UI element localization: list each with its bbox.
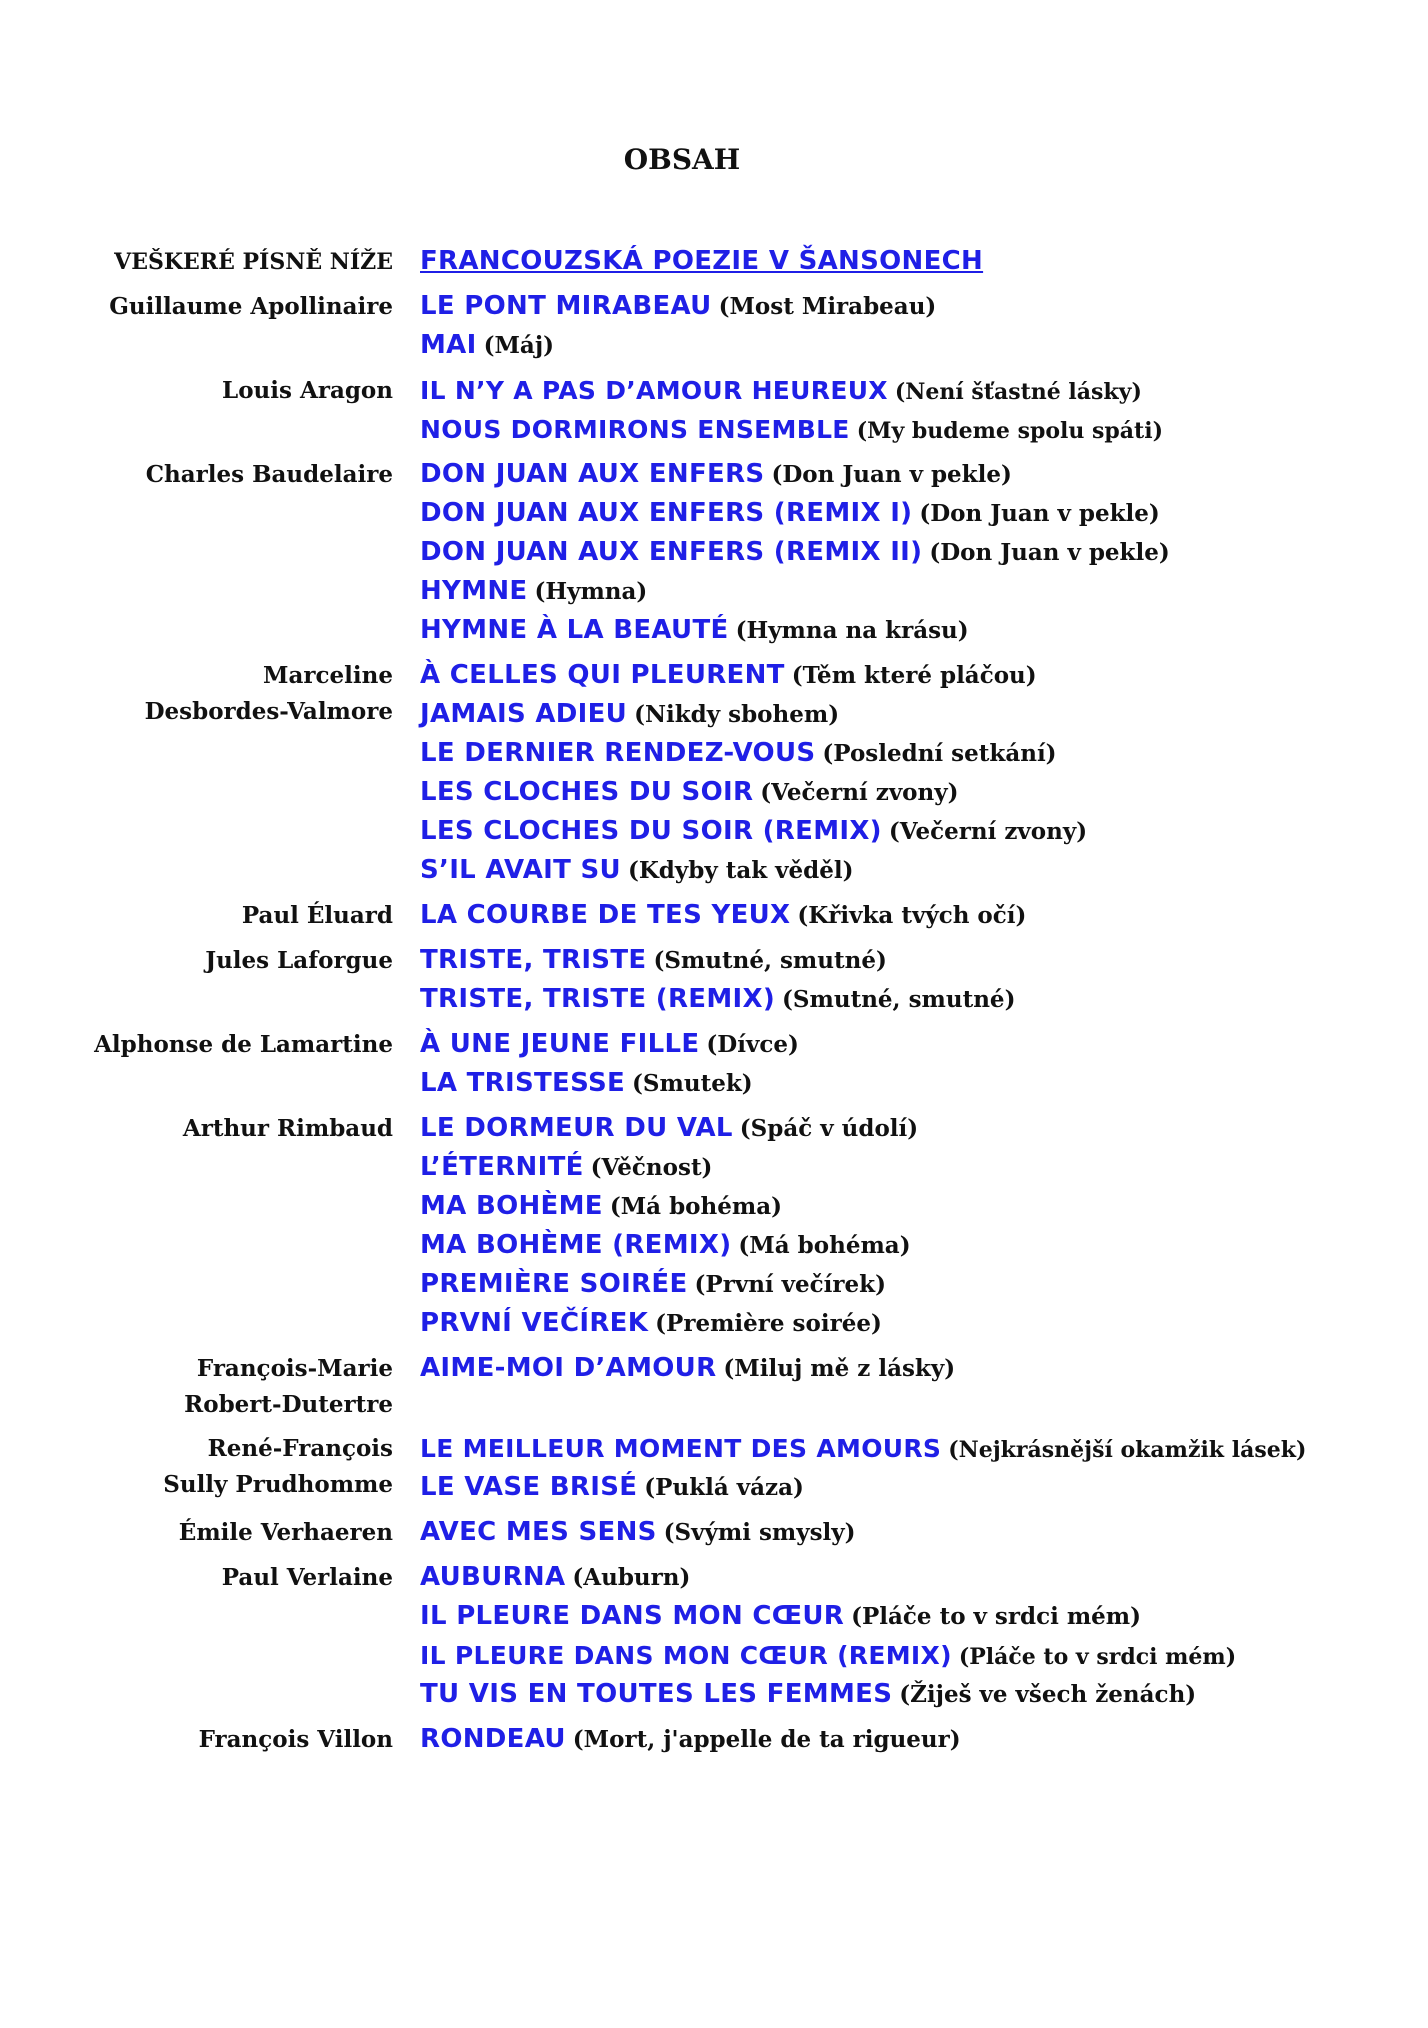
song-entry <box>420 572 1170 611</box>
song-list <box>420 1349 955 1423</box>
song-link[interactable]: RONDEAU <box>420 1724 566 1754</box>
song-link[interactable]: MA BOHÈME (REMIX) <box>420 1230 732 1260</box>
song-entry <box>420 1064 799 1103</box>
song-entry <box>420 1148 918 1187</box>
song-czech-title: (Křivka tvých očí) <box>797 902 1027 929</box>
toc-group <box>0 242 1428 281</box>
author-name: Louis Aragon <box>222 377 393 404</box>
author-name: René-François Sully Prudhomme <box>163 1435 393 1498</box>
song-entry <box>420 1349 955 1388</box>
song-entry <box>420 1468 1306 1507</box>
song-czech-title: (Don Juan v pekle) <box>771 461 1012 488</box>
toc-group <box>0 1025 1428 1103</box>
song-czech-title: (Most Mirabeau) <box>718 293 937 320</box>
song-link[interactable]: JAMAIS ADIEU <box>420 699 628 729</box>
song-link[interactable]: DON JUAN AUX ENFERS (REMIX II) <box>420 537 923 567</box>
song-entry <box>420 896 1026 935</box>
song-link[interactable]: LE DORMEUR DU VAL <box>420 1113 733 1143</box>
toc-group <box>0 1513 1428 1552</box>
song-list <box>420 287 936 365</box>
song-list <box>420 371 1163 449</box>
song-czech-title: (Hymna) <box>534 578 648 605</box>
song-link[interactable]: DON JUAN AUX ENFERS <box>420 459 765 489</box>
song-czech-title: (Hymna na krásu) <box>735 617 969 644</box>
song-entry <box>420 533 1170 572</box>
song-czech-title: (Auburn) <box>572 1564 691 1591</box>
song-link[interactable]: HYMNE <box>420 576 528 606</box>
song-entry <box>420 941 1015 980</box>
author-name: Alphonse de Lamartine <box>94 1031 393 1058</box>
song-link[interactable]: S’IL AVAIT SU <box>420 855 621 885</box>
song-link[interactable]: LE DERNIER RENDEZ-VOUS <box>420 738 816 768</box>
song-czech-title: (Nejkrásnější okamžik lásek) <box>948 1437 1307 1463</box>
song-entry <box>420 611 1170 650</box>
song-entry <box>420 242 983 281</box>
song-czech-title: (Těm které pláčou) <box>791 662 1037 689</box>
song-czech-title: (Má bohéma) <box>738 1232 911 1259</box>
author-name: Paul Verlaine <box>221 1564 393 1591</box>
song-entry <box>420 494 1170 533</box>
song-czech-title: (Don Juan v pekle) <box>919 500 1160 527</box>
song-link[interactable]: L’ÉTERNITÉ <box>420 1152 584 1182</box>
song-czech-title: (Smutné, smutné) <box>653 947 887 974</box>
song-link[interactable]: MA BOHÈME <box>420 1191 603 1221</box>
song-entry <box>420 410 1163 449</box>
toc-group <box>0 287 1428 365</box>
song-czech-title: (Dívce) <box>706 1031 799 1058</box>
song-link[interactable]: LA COURBE DE TES YEUX <box>420 900 791 930</box>
toc-group <box>0 1720 1428 1759</box>
author-name: VEŠKERÉ PÍSNĚ NÍŽE <box>114 249 393 275</box>
toc-group <box>0 1429 1428 1507</box>
song-list <box>420 455 1170 650</box>
song-entry <box>420 287 936 326</box>
song-link[interactable]: PREMIÈRE SOIRÉE <box>420 1269 688 1299</box>
song-link[interactable]: AUBURNA <box>420 1562 566 1592</box>
song-link[interactable]: LES CLOCHES DU SOIR (REMIX) <box>420 816 882 846</box>
song-link[interactable]: IL N’Y A PAS D’AMOUR HEUREUX <box>420 376 888 405</box>
song-entry <box>420 1265 918 1304</box>
toc-group <box>0 656 1428 890</box>
song-entry <box>420 812 1087 851</box>
song-link[interactable]: TRISTE, TRISTE (REMIX) <box>420 984 776 1014</box>
song-link[interactable]: LES CLOCHES DU SOIR <box>420 777 754 807</box>
toc-group <box>0 941 1428 1019</box>
song-entry <box>420 980 1015 1019</box>
song-entry <box>420 1513 856 1552</box>
song-czech-title: (Věčnost) <box>590 1154 713 1181</box>
song-list <box>420 1513 856 1552</box>
page-title: OBSAH <box>623 143 741 176</box>
song-entry <box>420 1304 918 1343</box>
song-czech-title: (Spáč v údolí) <box>739 1115 919 1142</box>
song-entry <box>420 734 1087 773</box>
song-link[interactable]: TU VIS EN TOUTES LES FEMMES <box>420 1679 893 1709</box>
song-list <box>420 1109 918 1343</box>
song-link[interactable]: AVEC MES SENS <box>420 1517 657 1547</box>
song-link[interactable]: MAI <box>420 330 477 360</box>
song-link[interactable]: NOUS DORMIRONS ENSEMBLE <box>420 415 850 444</box>
song-entry <box>420 656 1087 695</box>
song-link[interactable]: LA TRISTESSE <box>420 1068 626 1098</box>
toc-group <box>0 1558 1428 1714</box>
song-link[interactable]: FRANCOUZSKÁ POEZIE V ŠANSONECH <box>420 246 984 276</box>
author-name: Guillaume Apollinaire <box>109 293 393 320</box>
song-entry <box>420 1597 1236 1636</box>
song-czech-title: (Pláče to v srdci mém) <box>958 1644 1237 1670</box>
song-link[interactable]: DON JUAN AUX ENFERS (REMIX I) <box>420 498 913 528</box>
song-list <box>420 941 1015 1019</box>
song-entry <box>420 1720 961 1759</box>
song-link[interactable]: LE VASE BRISÉ <box>420 1472 638 1502</box>
song-link[interactable]: IL PLEURE DANS MON CŒUR <box>420 1601 845 1631</box>
song-list <box>420 1558 1236 1714</box>
table-of-contents <box>0 242 1428 1765</box>
song-link[interactable]: TRISTE, TRISTE <box>420 945 647 975</box>
song-czech-title: (Pláče to v srdci mém) <box>851 1603 1142 1630</box>
author-name: Arthur Rimbaud <box>182 1115 393 1142</box>
song-entry <box>420 1675 1236 1714</box>
song-list <box>420 656 1087 890</box>
song-czech-title: (Večerní zvony) <box>760 779 959 806</box>
author-name: Marceline Desbordes-Valmore <box>144 662 393 725</box>
song-link[interactable]: À UNE JEUNE FILLE <box>420 1029 700 1059</box>
song-czech-title: (Večerní zvony) <box>888 818 1088 845</box>
song-entry <box>420 851 1087 890</box>
toc-group <box>0 371 1428 449</box>
song-czech-title: (Miluj mě z lásky) <box>723 1355 956 1382</box>
song-czech-title: (Máj) <box>483 332 555 359</box>
song-link[interactable]: LE MEILLEUR MOMENT DES AMOURS <box>420 1434 942 1463</box>
song-entry <box>420 1025 799 1064</box>
song-czech-title: (Puklá váza) <box>644 1474 804 1501</box>
song-entry <box>420 1226 918 1265</box>
song-list <box>420 896 1026 935</box>
song-link[interactable]: HYMNE À LA BEAUTÉ <box>420 615 729 645</box>
song-czech-title: (Žiješ ve všech ženách) <box>899 1681 1197 1708</box>
song-czech-title: (Don Juan v pekle) <box>929 539 1170 566</box>
song-link[interactable]: À CELLES QUI PLEURENT <box>420 660 785 690</box>
author-name: Charles Baudelaire <box>145 461 393 488</box>
song-czech-title: (Poslední setkání) <box>822 740 1057 767</box>
author-name: François-Marie Robert-Dutertre <box>184 1355 393 1418</box>
author-name: Jules Laforgue <box>205 947 393 974</box>
song-entry <box>420 1636 1236 1675</box>
song-list <box>420 1025 799 1103</box>
song-czech-title: (Smutné, smutné) <box>782 986 1016 1013</box>
author-name: Émile Verhaeren <box>178 1519 393 1546</box>
song-list <box>420 1720 961 1759</box>
song-czech-title: (Není šťastné lásky) <box>894 379 1142 405</box>
song-czech-title: (Smutek) <box>632 1070 753 1097</box>
song-link[interactable]: AIME-MOI D’AMOUR <box>420 1353 717 1383</box>
song-link[interactable]: PRVNÍ VEČÍREK <box>420 1308 649 1338</box>
song-czech-title: (První večírek) <box>694 1271 886 1298</box>
toc-group <box>0 896 1428 935</box>
toc-group <box>0 455 1428 650</box>
song-entry <box>420 371 1163 410</box>
song-czech-title: (Nikdy sbohem) <box>634 701 840 728</box>
song-entry <box>420 1558 1236 1597</box>
song-entry <box>420 1187 918 1226</box>
song-entry <box>420 455 1170 494</box>
song-czech-title: (Première soirée) <box>655 1310 882 1337</box>
song-czech-title: (Kdyby tak věděl) <box>627 857 854 884</box>
toc-group <box>0 1349 1428 1423</box>
song-entry <box>420 1429 1306 1468</box>
toc-group <box>0 1109 1428 1343</box>
song-entry <box>420 326 936 365</box>
song-link[interactable]: IL PLEURE DANS MON CŒUR (REMIX) <box>420 1641 952 1670</box>
song-czech-title: (Mort, j'appelle de ta rigueur) <box>572 1726 961 1753</box>
song-czech-title: (Má bohéma) <box>609 1193 782 1220</box>
song-list <box>420 1429 1306 1507</box>
song-entry <box>420 1109 918 1148</box>
song-entry <box>420 695 1087 734</box>
song-czech-title: (My budeme spolu spáti) <box>856 418 1163 444</box>
author-name: Paul Éluard <box>241 902 393 929</box>
song-link[interactable]: LE PONT MIRABEAU <box>420 291 712 321</box>
author-name: François Villon <box>198 1726 393 1753</box>
song-czech-title: (Svými smysly) <box>663 1519 856 1546</box>
song-entry <box>420 773 1087 812</box>
song-list <box>420 242 983 281</box>
